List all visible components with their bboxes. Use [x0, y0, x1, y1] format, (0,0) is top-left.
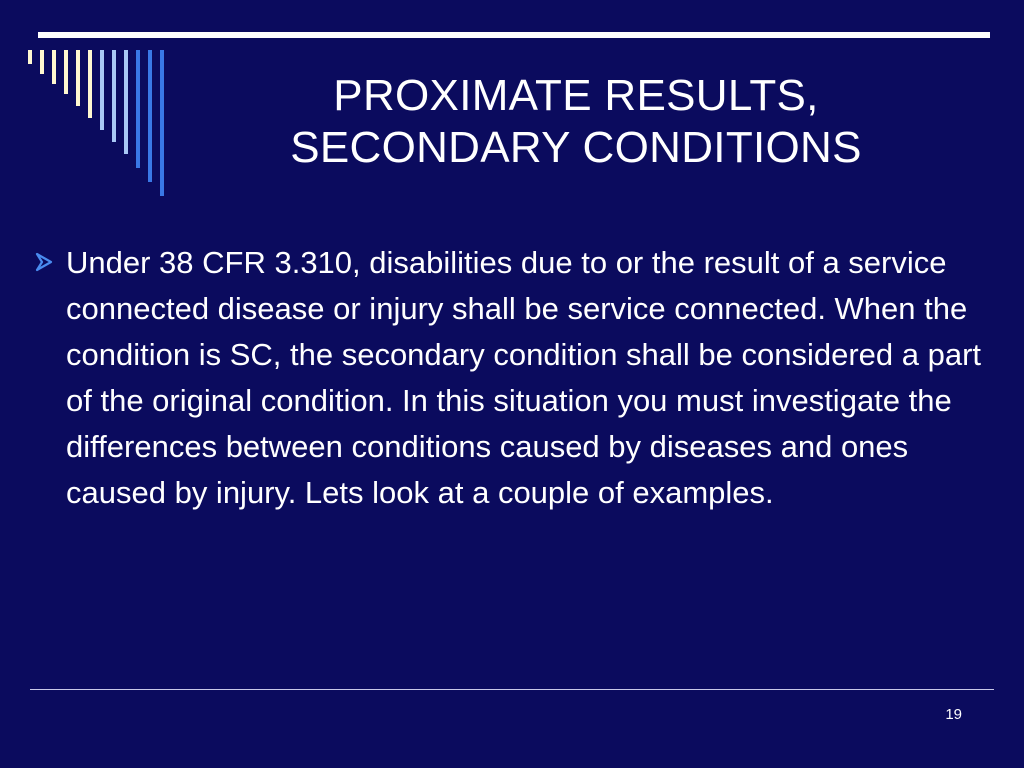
decor-bar-9 — [124, 50, 128, 154]
vertical-bars-decoration — [0, 0, 180, 210]
bullet-text: Under 38 CFR 3.310, disabilities due to or the result of a service connected disease or injury shall be service connected. When the condition is SC, the secondary condition shall be considered a part of the original condition. In this situation you must investigate the differences between conditions caused by diseases and ones caused by injury. Lets look at a couple of examples. — [66, 245, 982, 510]
decor-bar-4 — [64, 50, 68, 94]
decor-bar-1 — [28, 50, 32, 64]
title-line-2: SECONDARY CONDITIONS — [290, 123, 862, 172]
bottom-rule — [30, 689, 994, 690]
page-number: 19 — [945, 706, 962, 723]
arrow-bullet-icon — [34, 252, 54, 272]
title-line-1: PROXIMATE RESULTS, — [333, 71, 819, 120]
decor-bar-2 — [40, 50, 44, 74]
decor-bar-5 — [76, 50, 80, 106]
decor-bar-7 — [100, 50, 104, 130]
decor-bar-3 — [52, 50, 56, 84]
decor-bar-6 — [88, 50, 92, 118]
decor-bar-11 — [148, 50, 152, 182]
decor-bar-8 — [112, 50, 116, 142]
slide-title — [200, 70, 952, 174]
top-rule — [38, 32, 990, 38]
decor-bar-10 — [136, 50, 140, 168]
decor-bar-12 — [160, 50, 164, 196]
